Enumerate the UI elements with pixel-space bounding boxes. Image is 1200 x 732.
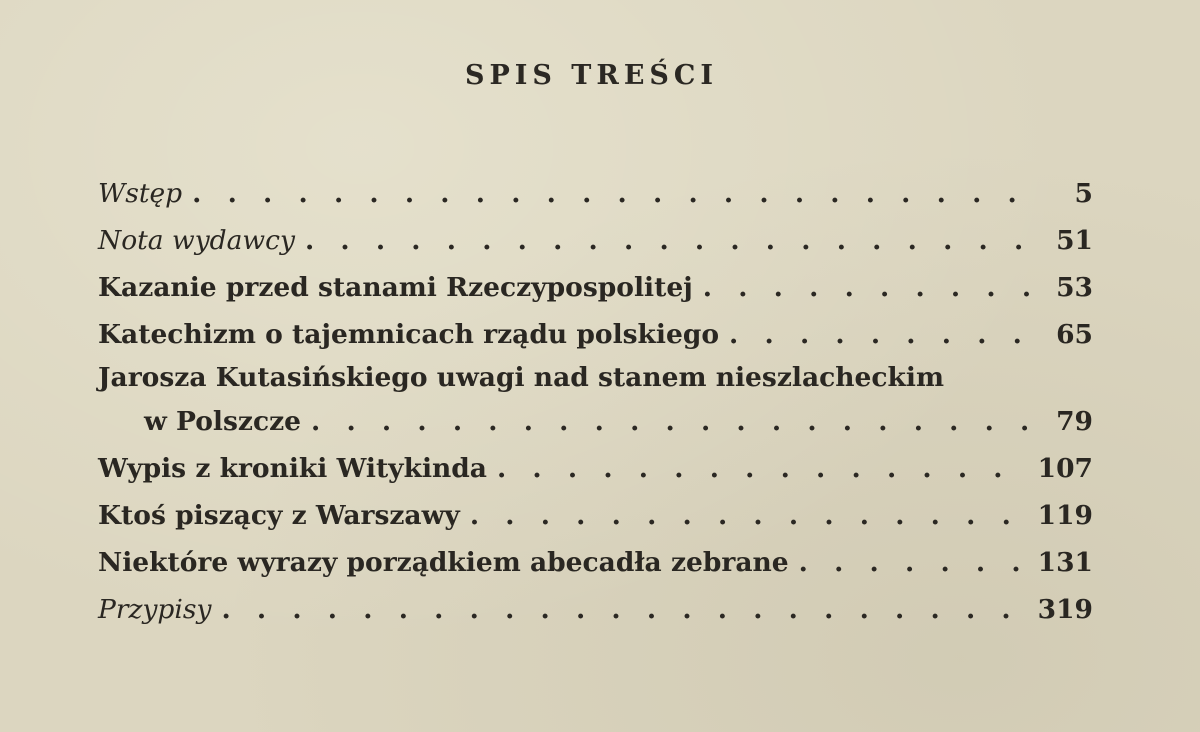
toc-entry-page: 107	[1037, 453, 1093, 484]
toc-entry-label: Kazanie przed stanami Rzeczypospolitej	[98, 272, 693, 303]
toc-entry-page: 79	[1056, 406, 1093, 437]
leader-dots	[192, 170, 1035, 217]
leader-dots	[497, 445, 1020, 492]
toc-entry-label: Jarosza Kutasińskiego uwagi nad stanem nieszlacheckim	[98, 362, 944, 393]
toc-entry-katechizm	[98, 311, 1093, 358]
toc-entry-label: Wstęp	[98, 178, 183, 209]
leader-dots	[703, 264, 1035, 311]
toc-entry-page: 5	[1074, 178, 1093, 209]
toc-entry-page: 65	[1056, 319, 1093, 350]
leader-dots	[311, 398, 1035, 445]
toc-entry-kazanie	[98, 264, 1093, 311]
leader-dots	[729, 311, 1035, 358]
toc-entry-label: Przypisy	[98, 594, 212, 625]
toc-entry-label: Wypis z kroniki Witykinda	[98, 453, 487, 484]
toc-entry-przypisy	[98, 586, 1093, 633]
toc-entry-label: Nota wydawcy	[98, 225, 295, 256]
toc-entry-nota-wydawcy	[98, 217, 1093, 264]
leader-dots	[305, 217, 1035, 264]
toc-entry-jarosza-line2	[98, 398, 1093, 445]
toc-entry-page: 119	[1037, 500, 1093, 531]
page-title: SPIS TREŚCI	[464, 60, 719, 91]
leader-dots	[799, 539, 1020, 586]
toc-entry-wypis	[98, 445, 1093, 492]
toc-entry-ktos-piszacy	[98, 492, 1093, 539]
toc-entry-label: Ktoś piszący z Warszawy	[98, 500, 460, 531]
toc-entry-label: w Polszcze	[144, 406, 302, 437]
leader-dots	[221, 586, 1019, 633]
toc-entry-page: 51	[1056, 225, 1093, 256]
leader-dots	[470, 492, 1020, 539]
toc-entry-page: 53	[1056, 272, 1093, 303]
toc-entry-jarosza-line1	[98, 358, 1093, 398]
toc-entry-label: Niektóre wyrazy porządkiem abecadła zebrane	[98, 547, 789, 578]
toc-entry-label: Katechizm o tajemnicach rządu polskiego	[98, 319, 720, 350]
toc-entry-page: 319	[1037, 594, 1093, 625]
toc-entry-wstep	[98, 170, 1093, 217]
toc-entry-niektore-wyrazy	[98, 539, 1093, 586]
toc-entry-page: 131	[1037, 547, 1093, 578]
table-of-contents	[98, 170, 1093, 633]
